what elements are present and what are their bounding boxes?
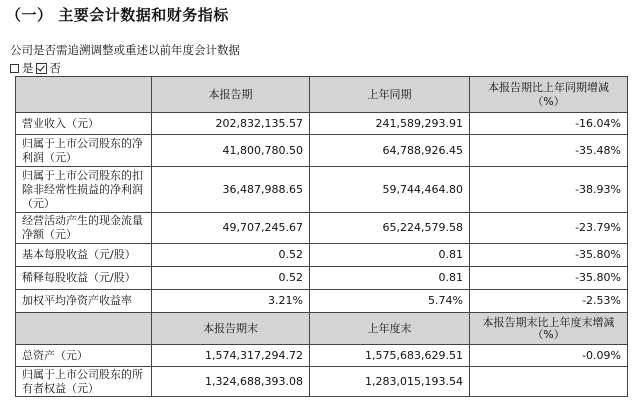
row-change [470,367,628,397]
row-prior: 1,575,683,629.51 [310,345,470,367]
row-prior: 0.81 [310,244,470,267]
row-label: 加权平均净资产收益率 [16,290,152,313]
restatement-question: 公司是否需追溯调整或重述以前年度会计数据 [10,43,240,57]
row-change: -35.80% [470,267,628,290]
yes-label: 是 [22,61,34,75]
row-prior: 0.81 [310,267,470,290]
row-current: 0.52 [152,267,310,290]
table2-header-row [16,313,628,345]
row-label: 稀释每股收益（元/股） [16,267,152,290]
table-row [16,267,628,290]
table1-header-row [16,77,628,113]
row-prior: 241,589,293.91 [310,113,470,135]
row-prior: 1,283,015,193.54 [310,367,470,397]
row-change: -35.48% [470,135,628,167]
row-change: -0.09% [470,345,628,367]
row-current: 41,800,780.50 [152,135,310,167]
section-title: （一） 主要会计数据和财务指标 [6,6,229,24]
row-label: 营业收入（元） [16,113,152,135]
header-current-period: 本报告期 [152,77,310,113]
yes-checkbox[interactable] [10,64,19,73]
row-change: -38.93% [470,167,628,213]
header-blank [16,313,152,345]
row-current: 1,574,317,294.72 [152,345,310,367]
row-current: 3.21% [152,290,310,313]
row-current: 0.52 [152,244,310,267]
row-current: 1,324,688,393.08 [152,367,310,397]
row-label: 经营活动产生的现金流量净额（元） [16,213,152,244]
table-row [16,367,628,397]
row-current: 36,487,988.65 [152,167,310,213]
row-label: 归属于上市公司股东的净利润（元） [16,135,152,167]
row-change: -23.79% [470,213,628,244]
table-row [16,135,628,167]
table-row [16,113,628,135]
restatement-choice [10,60,61,76]
row-change: -2.53% [470,290,628,313]
row-label: 总资产（元） [16,345,152,367]
row-label: 归属于上市公司股东的扣除非经常性损益的净利润（元） [16,167,152,213]
no-label: 否 [49,61,61,75]
table-row [16,213,628,244]
row-current: 202,832,135.57 [152,113,310,135]
row-label: 归属于上市公司股东的所有者权益（元） [16,367,152,397]
table-row [16,290,628,313]
table-row [16,167,628,213]
row-prior: 5.74% [310,290,470,313]
row-change: -16.04% [470,113,628,135]
row-prior: 65,224,579.58 [310,213,470,244]
financial-data-table [15,76,628,397]
header-change-pct: 本报告期比上年同期增减（%） [470,77,628,113]
row-label: 基本每股收益（元/股） [16,244,152,267]
table-row [16,345,628,367]
row-current: 49,707,245.67 [152,213,310,244]
header-prior-year-end: 上年度末 [310,313,470,345]
row-prior: 59,744,464.80 [310,167,470,213]
row-prior: 64,788,926.45 [310,135,470,167]
header-change-pct: 本报告期末比上年度末增减（%） [470,313,628,345]
table-row [16,244,628,267]
header-blank [16,77,152,113]
header-period-end: 本报告期末 [152,313,310,345]
no-checkbox-checked[interactable] [36,63,47,74]
header-prior-period: 上年同期 [310,77,470,113]
row-change: -35.80% [470,244,628,267]
